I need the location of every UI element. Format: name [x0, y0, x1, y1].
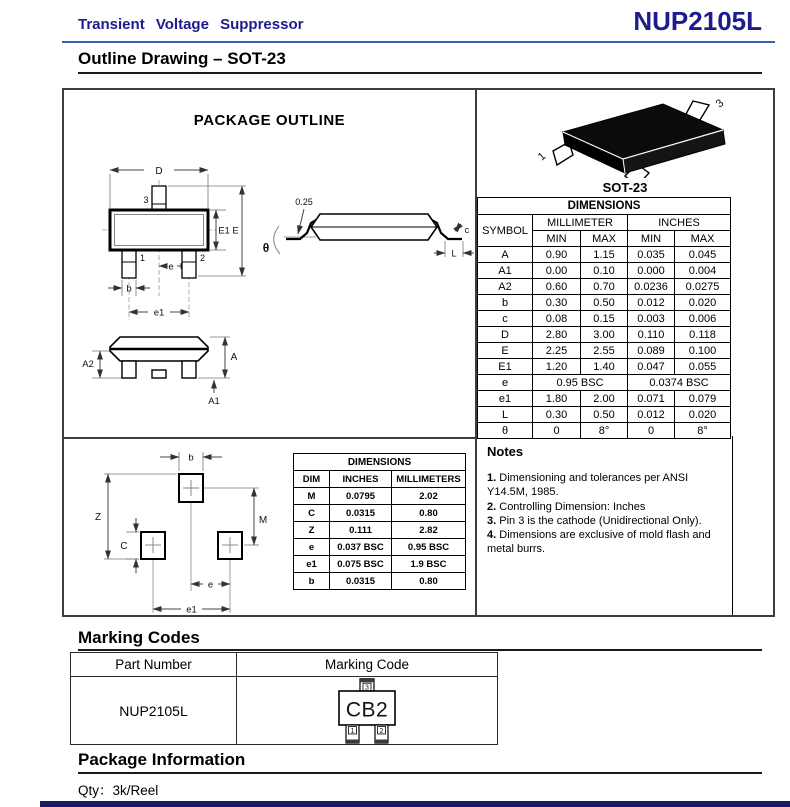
outline-section-rule	[78, 72, 762, 74]
millimeter-header: MILLIMETER	[533, 215, 628, 231]
symbol-cell: c	[478, 311, 533, 327]
qty-value: 3k/Reel	[112, 783, 159, 798]
side-view	[274, 214, 462, 254]
dimension-row	[478, 343, 731, 359]
mm-max-cell: 1.15	[581, 247, 628, 263]
note-number: 2.	[487, 500, 497, 513]
in-max-cell: 0.020	[675, 295, 731, 311]
label-fp-b: b	[188, 452, 194, 464]
in-min-cell: 0.003	[628, 311, 675, 327]
chip-pin1-label: 1	[350, 727, 355, 735]
label-E1: E1	[218, 225, 230, 237]
package-information-title: Package Information	[78, 750, 246, 769]
package-outline-section	[64, 90, 475, 439]
doc-subtitle: Transient Voltage Suppressor	[78, 16, 304, 33]
in-max-cell: 0.0275	[675, 279, 731, 295]
dimension-labels	[82, 166, 470, 407]
in-max-cell: 8°	[675, 423, 731, 439]
mm-min-cell: 0.08	[533, 311, 581, 327]
symbol-cell: A	[478, 247, 533, 263]
in-max-cell: 0.055	[675, 359, 731, 375]
footprint-row	[294, 556, 466, 573]
footprint-header-mm: MILLIMETERS	[392, 471, 466, 488]
outline-drawing-box	[62, 88, 775, 617]
note-number: 4.	[487, 529, 497, 542]
footprint-cell: C	[294, 505, 330, 522]
footprint-cell: 0.80	[392, 505, 466, 522]
notes-title: Notes	[487, 444, 524, 459]
label-L: L	[451, 248, 457, 259]
mm-max-cell: 2.00	[581, 391, 628, 407]
right-column	[477, 90, 773, 615]
notes-list	[487, 471, 722, 557]
dimension-row	[478, 279, 731, 295]
dimension-row	[478, 375, 731, 391]
chip-pin2-label: 2	[379, 727, 384, 735]
note-number: 3.	[487, 514, 497, 527]
footprint-header-inches: INCHES	[330, 471, 392, 488]
qty-line	[78, 779, 158, 799]
pin2-lead	[182, 250, 196, 278]
package-outline-title: PACKAGE OUTLINE	[193, 112, 346, 129]
label-b: b	[126, 283, 132, 295]
sot23-3d-image	[485, 92, 765, 178]
marking-table-header-row	[71, 653, 498, 677]
pin1-lead	[122, 250, 136, 278]
pin3-lead	[152, 186, 166, 212]
label-pin1: 1	[140, 253, 146, 263]
footprint-section	[64, 439, 475, 615]
symbol-cell: E	[478, 343, 533, 359]
marking-code-cell	[237, 677, 498, 745]
label-theta: θ	[262, 241, 270, 255]
footprint-cell: 0.0315	[330, 573, 392, 590]
label-fp-e1: e1	[186, 604, 197, 613]
note-item: 2. Controlling Dimension: Inches	[487, 500, 646, 513]
in-max-cell: 0.004	[675, 263, 731, 279]
mm-min-cell: 0.90	[533, 247, 581, 263]
sot23-dimensions-rows	[478, 198, 731, 439]
footprint-cell: 0.0315	[330, 505, 392, 522]
in-min-cell: 0.012	[628, 295, 675, 311]
label-A1: A1	[208, 396, 220, 407]
in-span-cell: 0.0374 BSC	[628, 375, 731, 391]
label-e1: e1	[153, 307, 165, 319]
footprint-cell: 0.95 BSC	[392, 539, 466, 556]
label-e: e	[168, 261, 174, 273]
dimension-row	[478, 263, 731, 279]
footprint-cell: 0.111	[330, 522, 392, 539]
in-min-cell: 0	[628, 423, 675, 439]
dimension-row	[478, 247, 731, 263]
mm-min-cell: 0.30	[533, 295, 581, 311]
part-number-cell: NUP2105L	[71, 677, 237, 745]
symbol-cell: b	[478, 295, 533, 311]
marking-code-text: CB2	[345, 698, 389, 721]
note-item: 4. Dimensions are exclusive of mold flash and metal burrs.	[487, 529, 711, 556]
footprint-header-dim: DIM	[294, 471, 330, 488]
mm-max-cell: 1.40	[581, 359, 628, 375]
note-number: 1.	[487, 472, 497, 484]
footprint-cell: 1.9 BSC	[392, 556, 466, 573]
package-3d-block	[477, 92, 773, 196]
sot23-caption: SOT-23	[602, 180, 648, 195]
footprint-cell: M	[294, 488, 330, 505]
mm-min-cell: 0.60	[533, 279, 581, 295]
in-min-cell: 0.047	[628, 359, 675, 375]
footprint-row	[294, 522, 466, 539]
label-3d-pin1: 1	[535, 150, 549, 164]
in-max-cell: 0.079	[675, 391, 731, 407]
symbol-cell: θ	[478, 423, 533, 439]
symbol-cell: E1	[478, 359, 533, 375]
label-A: A	[230, 352, 238, 363]
in-max-cell: 0.020	[675, 407, 731, 423]
package-body-top-view	[110, 210, 208, 250]
mm-min-cell: 2.25	[533, 343, 581, 359]
label-fp-c: C	[120, 541, 128, 552]
symbol-cell: e1	[478, 391, 533, 407]
marking-code-header: Marking Code	[237, 653, 498, 677]
marked-chip-drawing	[337, 678, 397, 744]
in-min-cell: 0.035	[628, 247, 675, 263]
package-outline-drawing	[64, 90, 475, 437]
mm-min-cell: 2.80	[533, 327, 581, 343]
sot23-dimensions-table	[477, 197, 731, 439]
label-3d-pin3: 3	[713, 97, 727, 111]
footprint-table-title: DIMENSIONS	[294, 454, 466, 471]
label-D: D	[155, 166, 163, 177]
mm-max-cell: 0.50	[581, 295, 628, 311]
mm-max-cell: 0.10	[581, 263, 628, 279]
part-number-title: NUP2105L	[633, 6, 762, 36]
mm-max-cell: 0.70	[581, 279, 628, 295]
mm-span-cell: 0.95 BSC	[533, 375, 628, 391]
label-fp-m: M	[258, 515, 268, 526]
in-min-cell: 0.110	[628, 327, 675, 343]
in-max-cell: 0.100	[675, 343, 731, 359]
in-max-cell: 0.118	[675, 327, 731, 343]
label-pin3: 3	[143, 195, 149, 205]
footprint-cell: 2.82	[392, 522, 466, 539]
in-max-cell: 0.006	[675, 311, 731, 327]
in-min-cell: 0.000	[628, 263, 675, 279]
footer-bar	[40, 801, 790, 807]
mm-max-cell: 0.15	[581, 311, 628, 327]
footprint-row	[294, 505, 466, 522]
footprint-cell: 0.037 BSC	[330, 539, 392, 556]
dimension-row	[478, 311, 731, 327]
note-item: 3. Pin 3 is the cathode (Unidirectional Only).	[487, 514, 702, 527]
dimension-row	[478, 327, 731, 343]
in-max-header: MAX	[675, 231, 731, 247]
in-min-cell: 0.0236	[628, 279, 675, 295]
dimension-row	[478, 407, 731, 423]
theta-arc	[274, 226, 280, 254]
mm-min-cell: 0.00	[533, 263, 581, 279]
footprint-cell: e1	[294, 556, 330, 573]
marking-codes-title: Marking Codes	[78, 628, 200, 647]
notes-box	[477, 436, 733, 615]
footprint-row	[294, 488, 466, 505]
footprint-cell: 0.80	[392, 573, 466, 590]
in-min-header: MIN	[628, 231, 675, 247]
marking-table-data-row	[71, 677, 498, 745]
mm-min-header: MIN	[533, 231, 581, 247]
package-information-rule	[78, 772, 762, 774]
symbol-cell: D	[478, 327, 533, 343]
mm-min-cell: 1.20	[533, 359, 581, 375]
outline-section-title: Outline Drawing – SOT-23	[78, 49, 286, 68]
footprint-cell: Z	[294, 522, 330, 539]
dimension-row	[478, 359, 731, 375]
footprint-table-rows	[294, 454, 466, 590]
footprint-row	[294, 573, 466, 590]
footprint-row	[294, 539, 466, 556]
note-item: 1. Dimensioning and tolerances per ANSI Y14.5M, 1985.	[487, 472, 689, 499]
in-min-cell: 0.071	[628, 391, 675, 407]
part-number-header: Part Number	[71, 653, 237, 677]
footprint-cell: 0.0795	[330, 488, 392, 505]
mm-max-cell: 0.50	[581, 407, 628, 423]
mm-min-cell: 1.80	[533, 391, 581, 407]
label-fp-e: e	[207, 579, 214, 591]
marking-codes-table	[70, 652, 498, 745]
dimension-row	[478, 391, 731, 407]
label-A2: A2	[82, 359, 94, 370]
label-E: E	[232, 225, 239, 237]
symbol-cell: e	[478, 375, 533, 391]
footprint-cell: 0.075 BSC	[330, 556, 392, 573]
qty-label: Qty：	[78, 783, 113, 798]
chip-pin3-label: 3	[365, 683, 369, 691]
symbol-cell: A2	[478, 279, 533, 295]
footprint-drawing	[66, 441, 296, 613]
footprint-cell: b	[294, 573, 330, 590]
label-c: c	[464, 225, 470, 235]
dimensions-table-title: DIMENSIONS	[478, 198, 731, 215]
mm-max-cell: 2.55	[581, 343, 628, 359]
front-view	[110, 337, 208, 378]
mm-max-cell: 8°	[581, 423, 628, 439]
mm-max-header: MAX	[581, 231, 628, 247]
symbol-cell: L	[478, 407, 533, 423]
header-rule	[62, 41, 775, 43]
dimension-row	[478, 295, 731, 311]
in-min-cell: 0.089	[628, 343, 675, 359]
footprint-cell: e	[294, 539, 330, 556]
mm-min-cell: 0	[533, 423, 581, 439]
label-pin2: 2	[200, 253, 206, 263]
symbol-cell: A1	[478, 263, 533, 279]
mm-max-cell: 3.00	[581, 327, 628, 343]
label-fp-z: Z	[94, 512, 102, 523]
in-min-cell: 0.012	[628, 407, 675, 423]
inches-header: INCHES	[628, 215, 731, 231]
label-gauge: 0.25	[295, 197, 313, 207]
mm-min-cell: 0.30	[533, 407, 581, 423]
symbol-header: SYMBOL	[478, 215, 533, 247]
marking-codes-rule	[78, 649, 762, 651]
footprint-cell: 2.02	[392, 488, 466, 505]
in-max-cell: 0.045	[675, 247, 731, 263]
footprint-dimensions-table	[293, 453, 466, 590]
